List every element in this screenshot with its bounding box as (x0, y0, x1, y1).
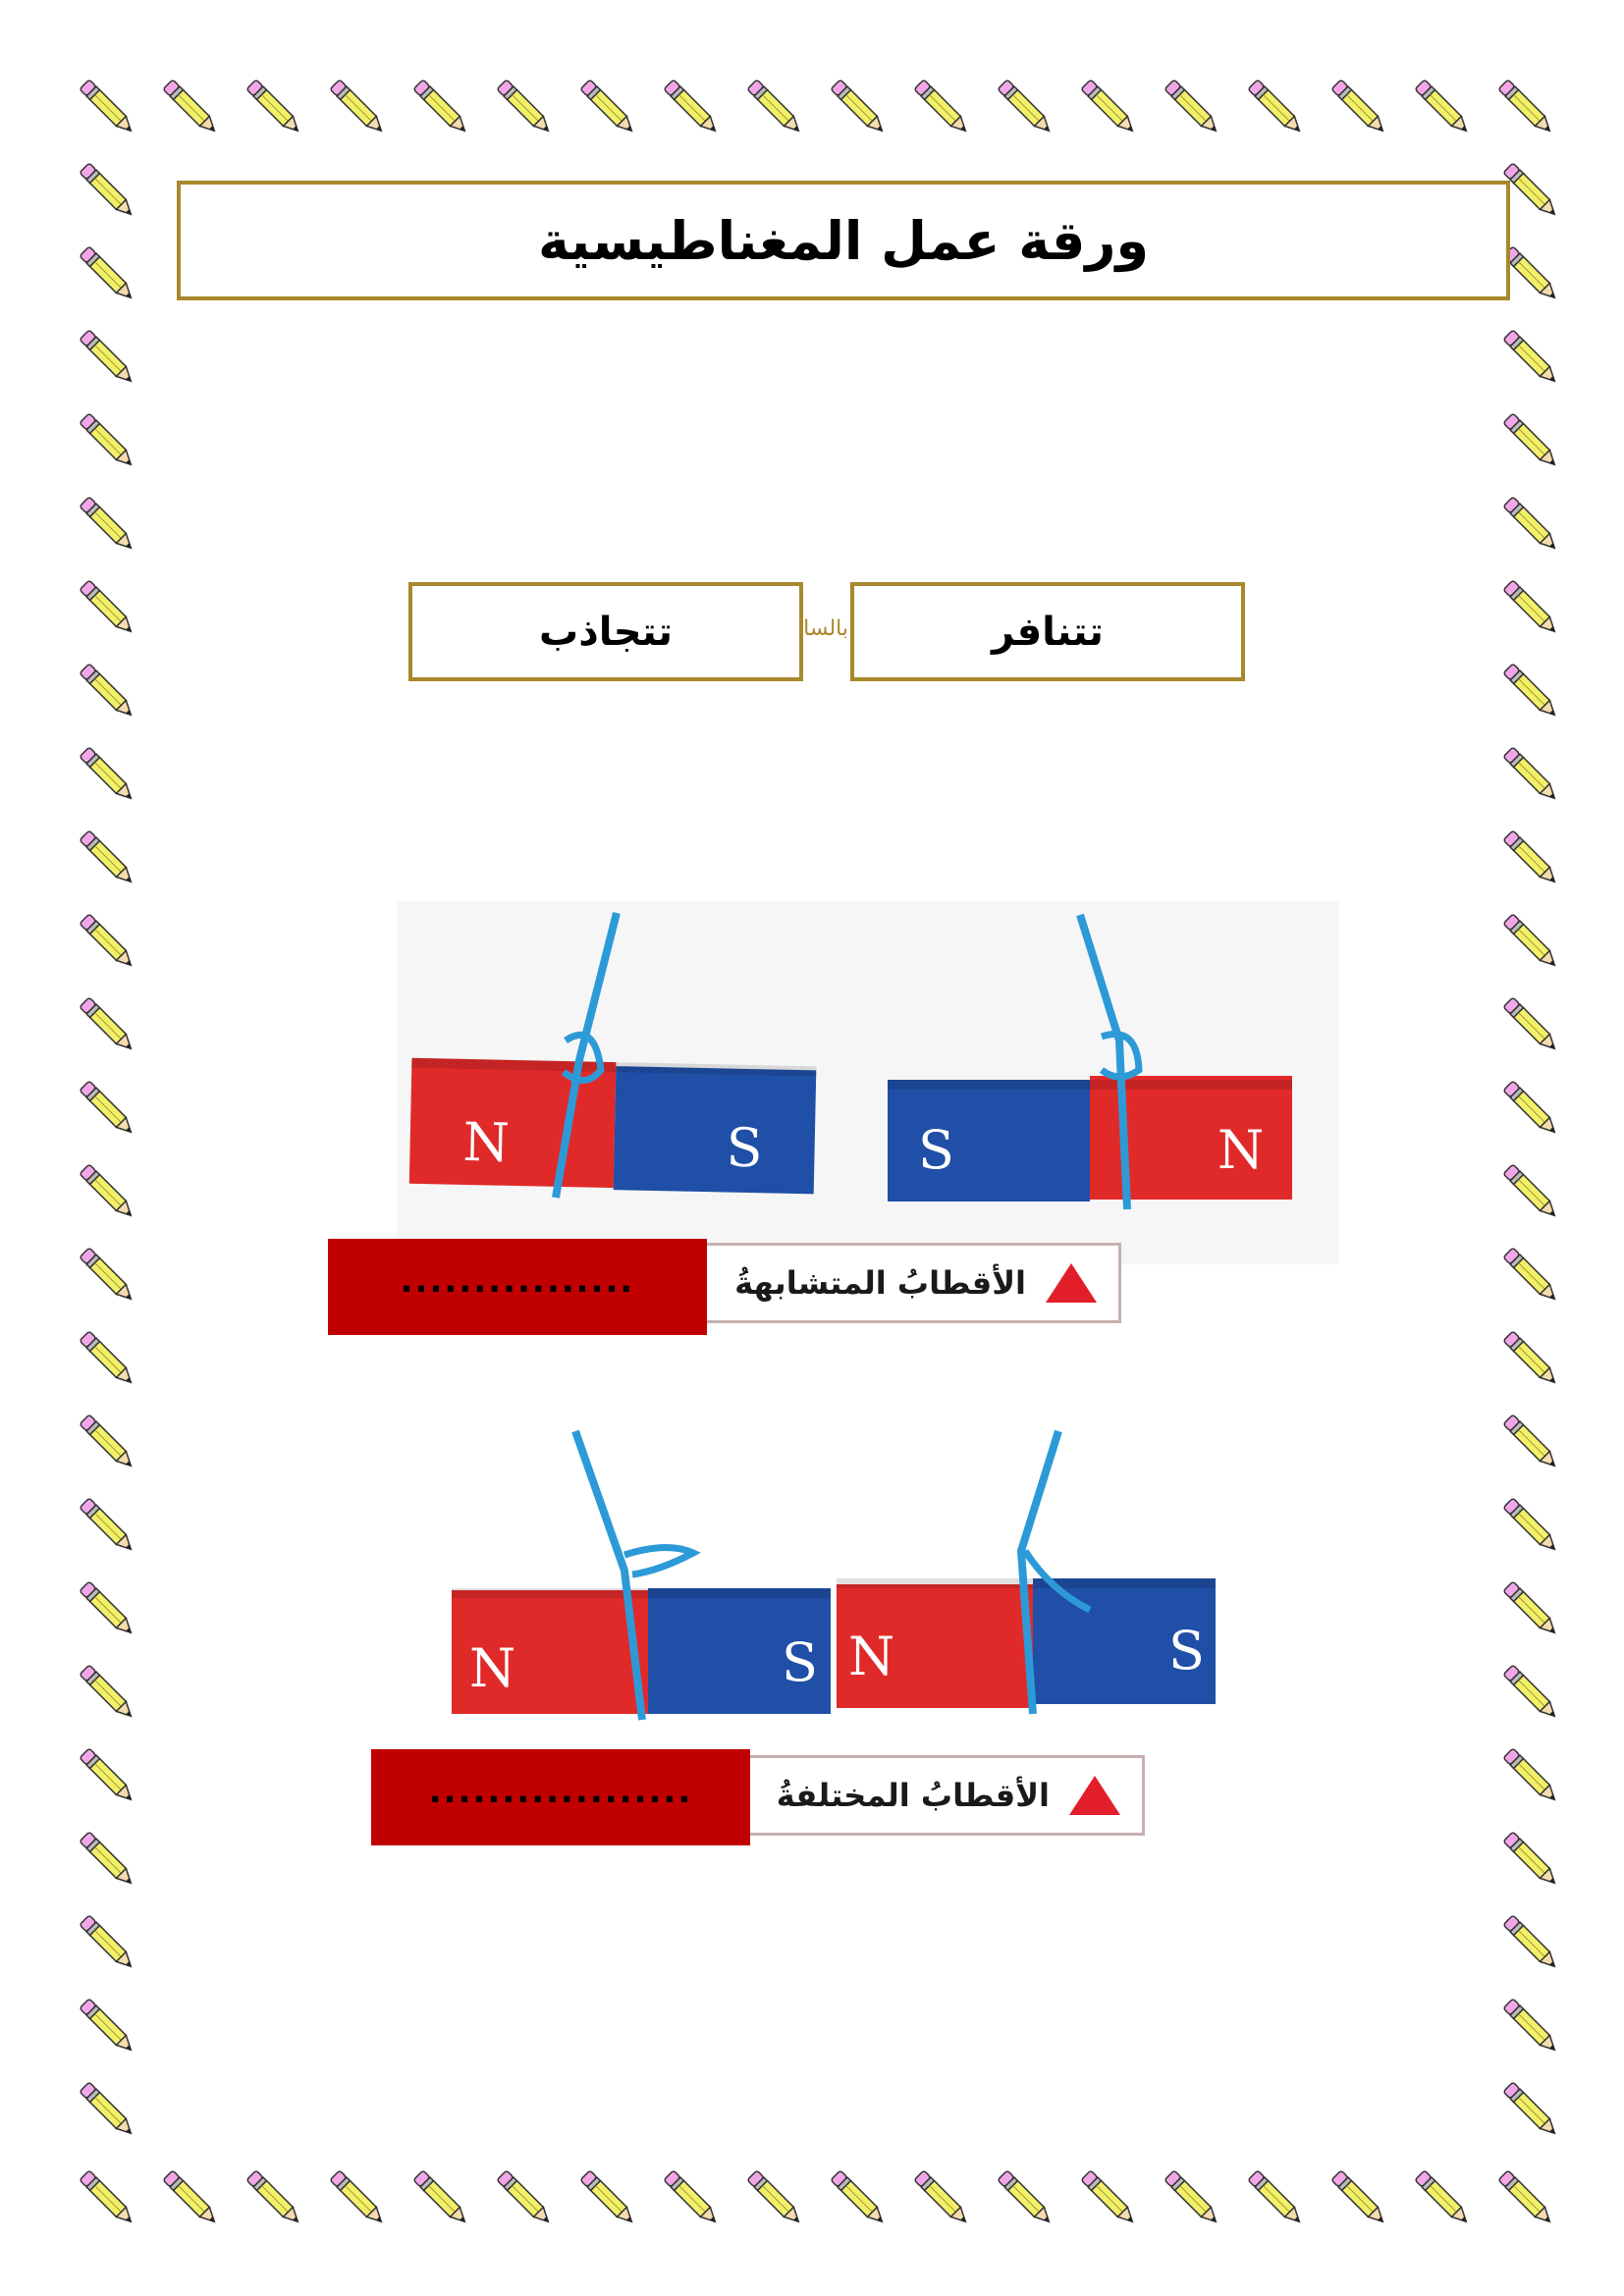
pole-label: N (1218, 1119, 1265, 1181)
worksheet-title: ورقة عمل المغناطيسية (537, 209, 1150, 272)
pole-label: S (918, 1119, 954, 1181)
word-repel-label: تتنافر (992, 609, 1104, 655)
word-attract-label: تتجاذب (539, 609, 673, 655)
stray-text: بالسا (803, 616, 848, 641)
figure-unlike-poles (452, 1431, 1216, 1720)
pole-label: S (782, 1631, 818, 1693)
answer-blank: ................ (400, 1261, 635, 1301)
pole-label: N (462, 1110, 511, 1174)
magnet-right-1 (888, 1076, 1292, 1201)
pole-label: N (848, 1626, 895, 1687)
pole-label: S (725, 1116, 764, 1180)
answer-box-like-poles[interactable] (328, 1239, 707, 1335)
answer-blank: .................. (428, 1772, 693, 1811)
figure-like-poles (397, 901, 1339, 1264)
answer-box-unlike-poles[interactable] (371, 1749, 750, 1845)
triangle-icon (1069, 1776, 1120, 1815)
triangle-icon (1046, 1263, 1097, 1303)
caption-text: الأقطابُ المتشابهةُ (734, 1264, 1026, 1302)
pole-label: S (1168, 1620, 1205, 1682)
caption-like-poles (687, 1243, 1121, 1323)
caption-text: الأقطابُ المختلفةُ (776, 1777, 1050, 1814)
caption-unlike-poles (731, 1755, 1145, 1836)
pole-label: N (469, 1637, 516, 1699)
magnet-left-1 (409, 1058, 817, 1195)
